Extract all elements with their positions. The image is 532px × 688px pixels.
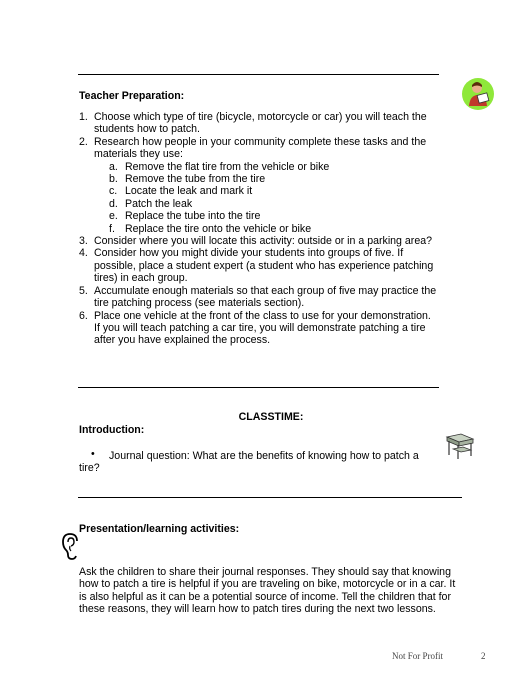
sub-list-item: f. Replace the tire onto the vehicle or bike: [109, 222, 312, 235]
list-item: 2. Research how people in your community complete these tasks and the materials they use:: [79, 135, 427, 161]
sub-list-item: a. Remove the flat tire from the vehicle or bike: [109, 160, 330, 173]
presentation-body: Ask the children to share their journal responses. They should say that knowing how to patch a tire is helpful if you are traveling on bike, motorcycle or in a car. It is also helpful as it can be a potential source of income. Tell the children that for these reasons, they will learn how to patch tires during the next two lessons.: [79, 566, 456, 616]
list-item: 6. Place one vehicle at the front of the class to use for your demonstration. If you will teach patching a car tire, you will demonstrate patching a tire after you have explained the process.: [79, 309, 431, 347]
school-desk-icon: [444, 431, 476, 461]
sub-list-item: c. Locate the leak and mark it: [109, 185, 253, 198]
introduction-heading: Introduction:: [79, 424, 145, 436]
teacher-prep-list: [79, 111, 439, 347]
sub-list-item: b. Remove the tube from the tire: [109, 173, 266, 186]
teacher-reading-icon: [460, 76, 496, 112]
bullet-icon: •: [91, 448, 95, 460]
footer-label: Not For Profit: [392, 651, 444, 661]
sub-list-item: d. Patch the leak: [109, 197, 193, 210]
classtime-heading: CLASSTIME:: [238, 411, 304, 423]
list-item: 1. Choose which type of tire (bicycle, motorcycle or car) you will teach the students how to patch.: [79, 111, 427, 136]
list-item: 4. Consider how you might divide your students into groups of five. If possible, place a student expert (a student who has experience patching tires) in each group.: [79, 247, 434, 285]
page-number: 2: [481, 651, 486, 661]
sub-list-item: e. Replace the tube into the tire: [109, 210, 261, 223]
list-item: 5. Accumulate enough materials so that each group of five may practice the tire patching process (see materials section).: [79, 284, 437, 310]
lower-divider: [78, 497, 462, 498]
presentation-heading: Presentation/learning activities:: [79, 523, 240, 535]
top-divider: [78, 74, 439, 75]
list-item: 3. Consider where you will locate this activity: outside or in a parking area?: [79, 235, 432, 248]
journal-question-line2: tire?: [79, 462, 100, 474]
journal-question-line1: Journal question: What are the benefits of knowing how to patch a: [109, 450, 419, 462]
ear-icon: [61, 533, 83, 561]
middle-divider: [78, 387, 439, 388]
teacher-prep-heading: Teacher Preparation:: [79, 90, 185, 102]
